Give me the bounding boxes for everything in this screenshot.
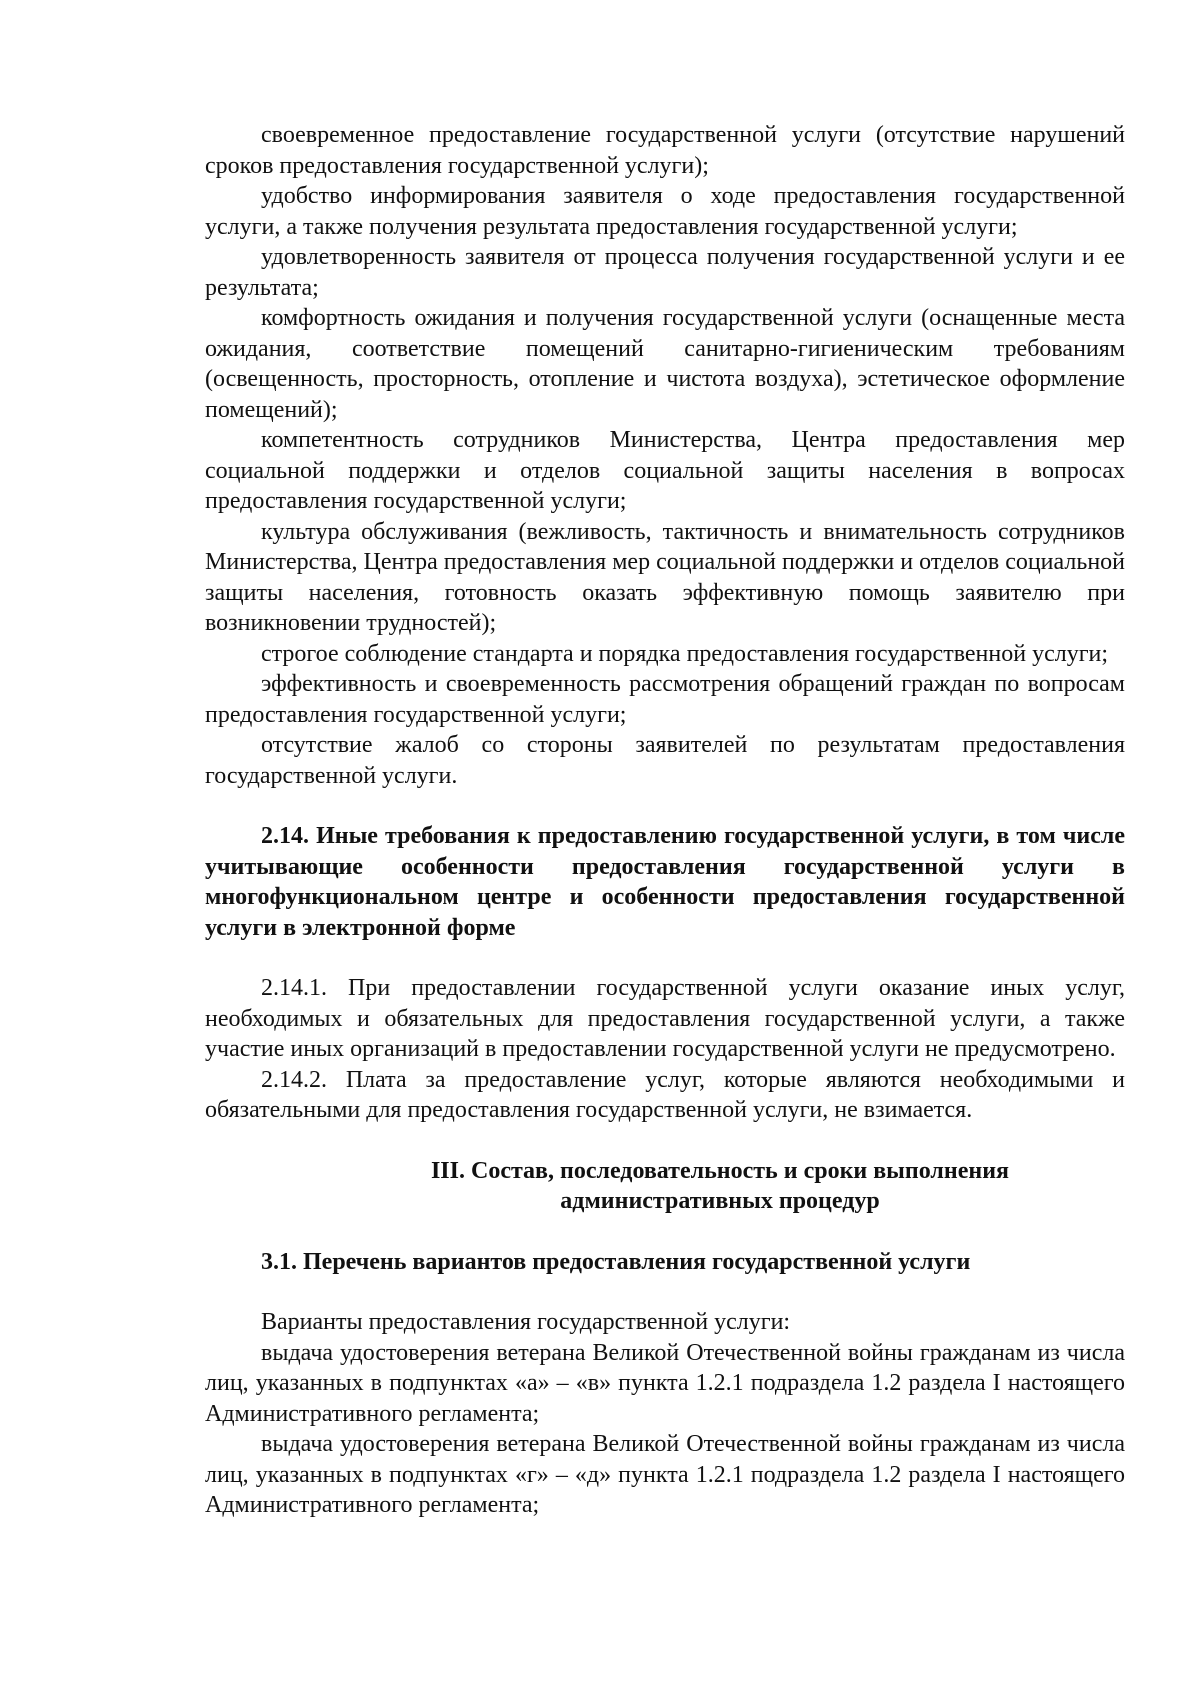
section-2-14-1-paragraph: 2.14.1. При предоставлении государственной услуги оказание иных услуг, необходимых и обязательных для предоставления государственной услуги, а также участие иных организаций в предоставлении государственной услуги не предусмотрено. [205,975,1125,1062]
indicator-comfort: комфортность ожидания и получения государственной услуги (оснащенные места ожидания, соответствие помещений санитарно-гигиеническим требованиям (освещенность, просторность, отопление и чистота воздуха), эстетическое оформление помещений); [205,305,1125,423]
indicator-satisfaction: удовлетворенность заявителя от процесса получения государственной услуги и ее результата; [205,244,1125,301]
spacer [205,1277,1125,1307]
indicator-standard-compliance: строгое соблюдение стандарта и порядка предоставления государственной услуги; [261,640,1109,667]
spacer [205,791,1125,821]
spacer [205,943,1125,973]
section-3-1-heading: 3.1. Перечень вариантов предоставления государственной услуги [261,1248,971,1275]
indicator-competence: компетентность сотрудников Министерства, Центра предоставления мер социальной поддержки и отделов социальной защиты населения в вопросах предоставления государственной услуги; [205,427,1125,514]
variant-item-1: выдача удостоверения ветерана Великой Отечественной войны гражданам из числа лиц, указанных в подпунктах «а» – «в» пункта 1.2.1 подраздела 1.2 раздела I настоящего Административного регламента; [205,1339,1125,1427]
spacer [205,1126,1125,1156]
variant-item-2: выдача удостоверения ветерана Великой Отечественной войны гражданам из числа лиц, указанных в подпунктах «г» – «д» пункта 1.2.1 подраздела 1.2 раздела I настоящего Административного регламента; [205,1431,1125,1518]
section-2-14-heading: 2.14. Иные требования к предоставлению государственной услуги, в том числе учитывающие особенности предоставления государственной услуги в многофункциональном центре и особенности предоставления государственной услуги в электронной форме [205,823,1125,941]
indicator-appeals-efficiency: эффективность и своевременность рассмотрения обращений граждан по вопросам предоставления государственной услуги; [205,671,1125,728]
section-3-heading-line2: административных процедур [560,1188,880,1214]
indicator-informing: удобство информирования заявителя о ходе предоставления государственной услуги, а также получения результата предоставления государственной услуги; [205,183,1125,240]
section-2-14-2-paragraph: 2.14.2. Плата за предоставление услуг, которые являются необходимыми и обязательными для предоставления государственной услуги, не взимается. [205,1066,1125,1123]
indicator-timeliness: своевременное предоставление государственной услуги (отсутствие нарушений сроков предоставления государственной услуги); [205,122,1125,179]
document-page [205,120,1125,1521]
section-3-heading-line1: III. Состав, последовательность и сроки выполнения [430,1157,1010,1184]
spacer [205,1217,1125,1247]
section-3-1-intro: Варианты предоставления государственной услуги: [261,1309,791,1335]
indicator-service-culture: культура обслуживания (вежливость, тактичность и внимательность сотрудников Министерства, Центра предоставления мер социальной поддержки и отделов социальной защиты населения, готовность оказать эффективную помощь заявителю при возникновении трудностей); [205,518,1125,636]
section-3-heading [205,1156,1125,1217]
indicator-no-complaints: отсутствие жалоб со стороны заявителей по результатам предоставления государственной услуги. [205,732,1125,789]
